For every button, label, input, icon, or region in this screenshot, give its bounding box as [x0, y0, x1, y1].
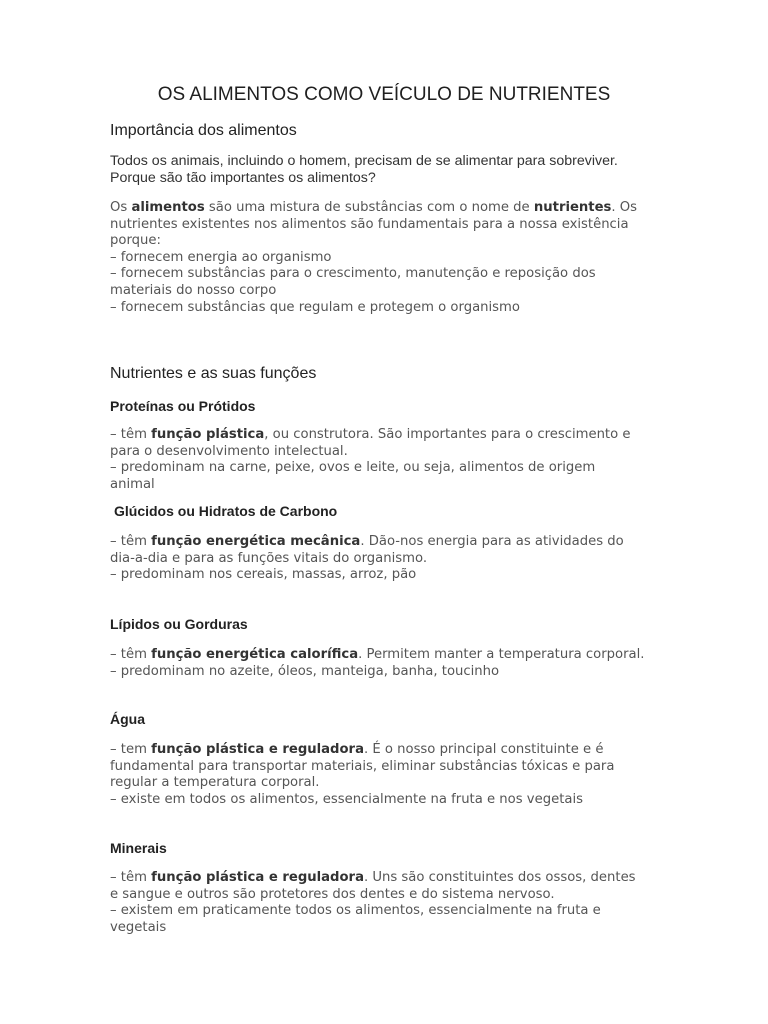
- definition-line: nutrientes existentes nos alimentos são fundamentais para a nossa existência: [110, 216, 629, 232]
- agua-line: – existe em todos os alimentos, essencialmente na fruta e nos vegetais: [110, 791, 583, 807]
- glucidos-paragraph: [110, 534, 655, 584]
- agua-line: fundamental para transportar materiais, eliminar substâncias tóxicas e para: [110, 758, 615, 774]
- glucidos-line: dia-a-dia e para as funções vitais do organismo.: [110, 550, 428, 566]
- definition-line: – fornecem substâncias para o crescimento, manutenção e reposição dos: [110, 266, 596, 282]
- minerais-first-line: – têm função plástica e reguladora. Uns são constituintes dos ossos, dentes: [110, 870, 636, 885]
- section-heading-importancia: Importância dos alimentos: [110, 122, 297, 139]
- bold-term-alimentos: alimentos: [131, 200, 205, 215]
- minerais-line: e sangue e outros são protetores dos dentes e do sistema nervoso.: [110, 886, 555, 902]
- minerais-line: – existem em praticamente todos os alimentos, essencialmente na fruta e: [110, 903, 601, 919]
- subheading-glucidos: Glúcidos ou Hidratos de Carbono: [114, 503, 338, 519]
- minerais-line: vegetais: [110, 919, 167, 935]
- definition-line: – fornecem energia ao organismo: [110, 249, 332, 265]
- intro-paragraph: [110, 153, 655, 186]
- glucidos-first-line: – têm função energética mecânica. Dão-nos energia para as atividades do: [110, 534, 624, 549]
- proteinas-line: para o desenvolvimento intelectual.: [110, 443, 348, 459]
- bold-term: função energética mecânica: [151, 534, 361, 549]
- section-heading-nutrientes: Nutrientes e as suas funções: [110, 365, 317, 382]
- agua-paragraph: [110, 742, 655, 808]
- lipidos-line: – predominam no azeite, óleos, manteiga, banha, toucinho: [110, 663, 500, 679]
- subheading-proteinas: Proteínas ou Prótidos: [110, 398, 256, 414]
- lipidos-paragraph: [110, 647, 655, 680]
- proteinas-line: animal: [110, 476, 155, 492]
- definition-line: porque:: [110, 233, 161, 249]
- definition-first-line: Os alimentos são uma mistura de substâncias com o nome de nutrientes. Os: [110, 200, 638, 215]
- subheading-agua: Água: [110, 711, 145, 727]
- bold-term: função energética calorífica: [151, 647, 359, 662]
- subheading-minerais: Minerais: [110, 840, 167, 856]
- agua-line: regular a temperatura corporal.: [110, 775, 320, 791]
- glucidos-line: – predominam nos cereais, massas, arroz, pão: [110, 567, 417, 583]
- page-title: OS ALIMENTOS COMO VEÍCULO DE NUTRIENTES: [157, 84, 611, 105]
- minerais-paragraph: [110, 870, 655, 936]
- definition-line: materiais do nosso corpo: [110, 282, 277, 298]
- lipidos-first-line: – têm função energética calorífica. Permitem manter a temperatura corporal.: [110, 647, 645, 662]
- agua-first-line: – tem função plástica e reguladora. É o nosso principal constituinte e é: [110, 742, 604, 757]
- bold-term: função plástica e reguladora: [151, 870, 364, 885]
- bold-term: função plástica: [151, 427, 265, 442]
- intro-line: Porque são tão importantes os alimentos?: [110, 169, 376, 186]
- proteinas-line: – predominam na carne, peixe, ovos e leite, ou seja, alimentos de origem: [110, 460, 596, 476]
- proteinas-paragraph: [110, 427, 655, 493]
- proteinas-first-line: – têm função plástica, ou construtora. São importantes para o crescimento e: [110, 427, 631, 442]
- intro-line: Todos os animais, incluindo o homem, precisam de se alimentar para sobreviver.: [110, 153, 618, 169]
- bold-term: função plástica e reguladora: [151, 742, 364, 757]
- definition-paragraph: [110, 200, 655, 316]
- bold-term-nutrientes: nutrientes: [533, 200, 612, 215]
- definition-line: – fornecem substâncias que regulam e protegem o organismo: [110, 299, 520, 315]
- subheading-lipidos: Lípidos ou Gorduras: [110, 616, 248, 632]
